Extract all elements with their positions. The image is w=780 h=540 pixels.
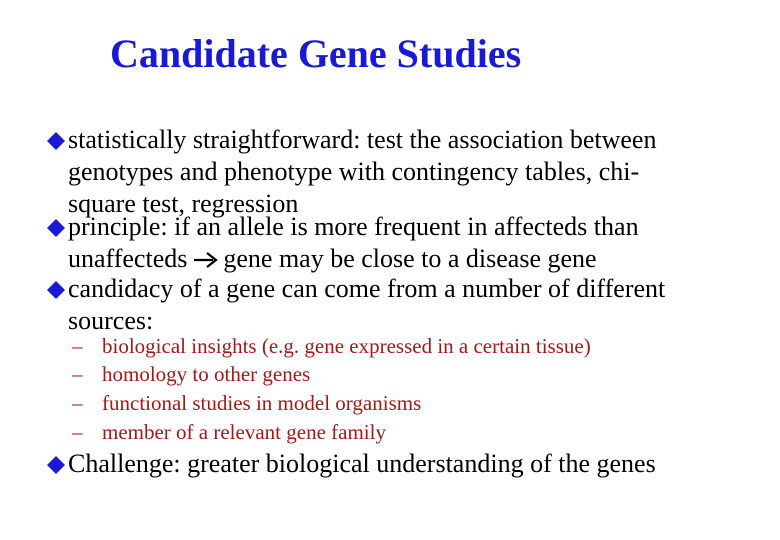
sub-item-marker: – [72, 420, 83, 444]
sub-item-text: homology to other genes [102, 362, 311, 386]
sub-item-1 [72, 332, 591, 360]
bullet-3-line-2: sources: [68, 306, 154, 335]
bullet-item-2 [46, 211, 746, 275]
sub-item-text: member of a relevant gene family [102, 420, 386, 444]
bullet-item-4 [46, 448, 746, 480]
bullet-1-line-2: genotypes and phenotype with contingency tables, chi- [68, 157, 640, 186]
right-arrow-icon [193, 251, 219, 269]
sub-item-3 [72, 389, 421, 417]
bullet-2-line-2 [68, 243, 746, 275]
bullet-item-1 [46, 124, 746, 220]
sub-item-marker: – [72, 362, 83, 386]
diamond-bullet-icon [46, 280, 66, 300]
sub-item-text: functional studies in model organisms [102, 391, 422, 415]
sub-item-marker: – [72, 334, 83, 358]
bullet-item-3 [46, 273, 746, 337]
sub-item-4 [72, 418, 386, 446]
bullet-1-line-1: statistically straightforward: test the association between [68, 125, 657, 154]
bullet-2-before-arrow: unaffecteds [68, 244, 188, 273]
bullet-2-line-1: principle: if an allele is more frequent in affecteds than [68, 212, 639, 241]
bullet-1-line-3: square test, regression [68, 189, 299, 218]
sub-item-marker: – [72, 391, 83, 415]
bullet-2-after-arrow: gene may be close to a disease gene [223, 244, 597, 273]
sub-item-2 [72, 360, 310, 388]
diamond-bullet-icon [46, 131, 66, 151]
diamond-bullet-icon [46, 218, 66, 238]
sub-item-text: biological insights (e.g. gene expressed in a certain tissue) [102, 334, 591, 358]
diamond-bullet-icon [46, 455, 66, 475]
slide-title: Candidate Gene Studies [110, 31, 522, 76]
bullet-4-line-1: Challenge: greater biological understanding of the genes [68, 449, 656, 478]
bullet-3-line-1: candidacy of a gene can come from a number of different [68, 274, 666, 303]
